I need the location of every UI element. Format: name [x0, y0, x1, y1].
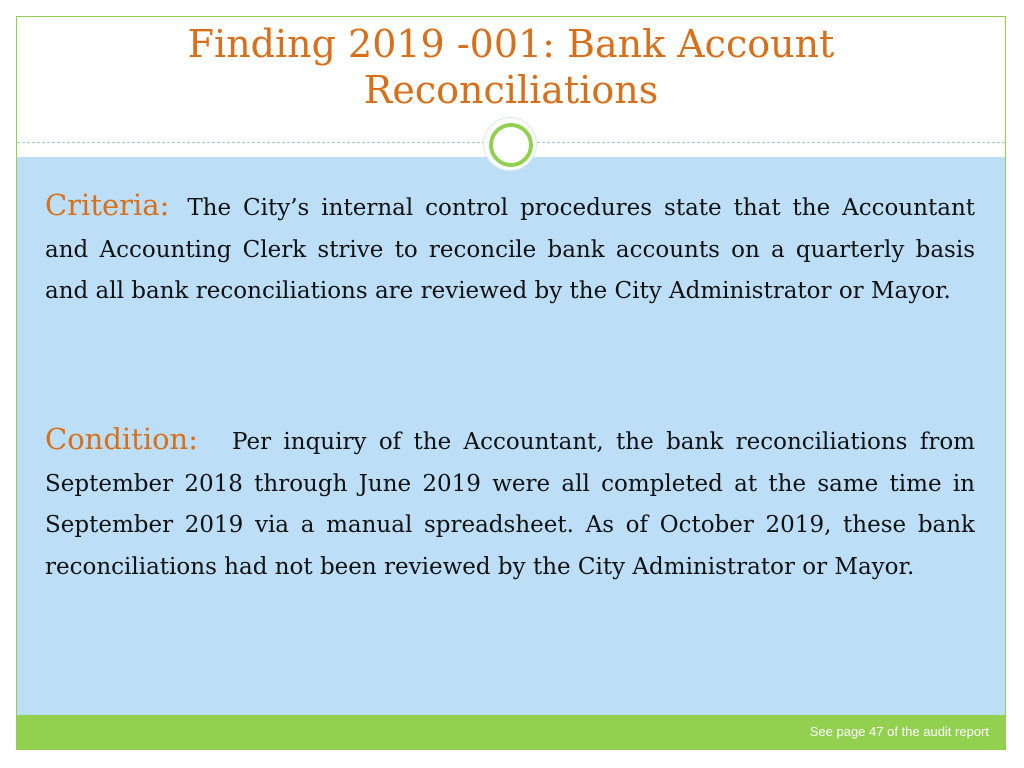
condition-paragraph [45, 419, 975, 588]
content-area [17, 157, 1005, 717]
circle-ring-icon [483, 117, 537, 171]
condition-text: Per inquiry of the Accountant, the bank reconciliations from September 2018 through June 2019 were all completed at the same time in September 2019 via a manual spreadsheet. As of October 2019, these bank reconciliations had not been reviewed by the City Administrator or Mayor. [45, 429, 975, 580]
criteria-paragraph [45, 185, 975, 313]
footer-note: See page 47 of the audit report [809, 724, 989, 739]
ornament-ring [489, 123, 533, 167]
footer-bar [17, 715, 1005, 749]
criteria-label: Criteria: [45, 188, 170, 222]
condition-label: Condition: [45, 422, 199, 456]
slide-title: Finding 2019 -001: Bank Account Reconciliations [187, 22, 835, 112]
criteria-text: The City’s internal control procedures state that the Accountant and Accounting Clerk strive to reconcile bank accounts on a quarterly basis and all bank reconciliations are reviewed by the City Administrator or Mayor. [45, 195, 975, 304]
slide [16, 16, 1006, 750]
